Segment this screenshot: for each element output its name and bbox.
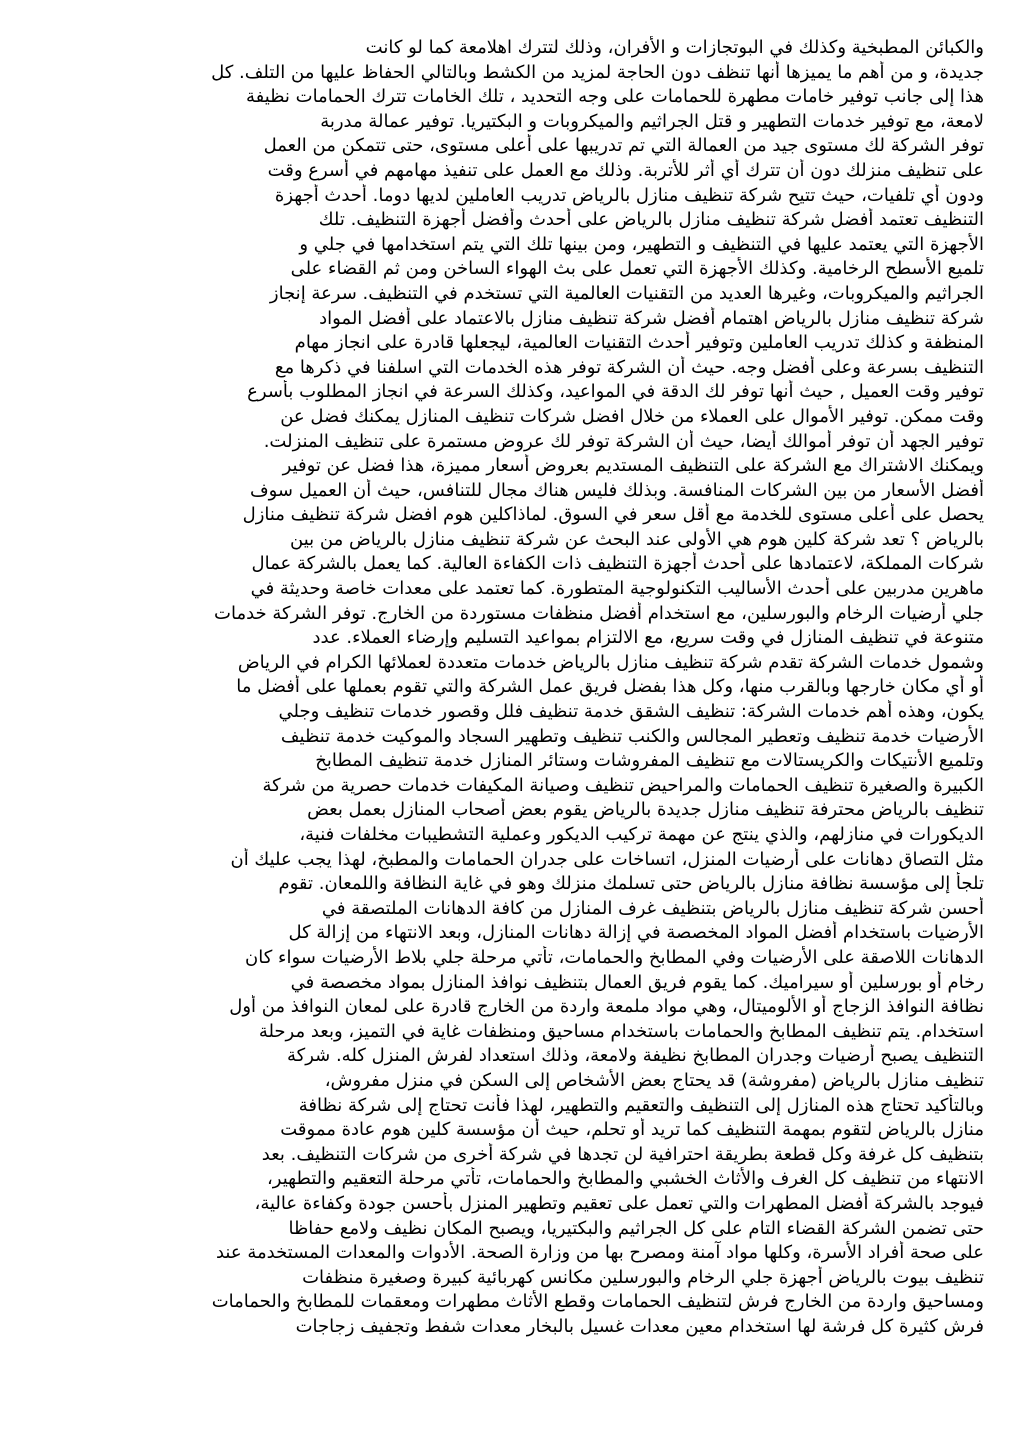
text-line: على صحة أفراد الأسرة، وكلها مواد آمنة ومصرح بها من وزارة الصحة. الأدوات والمعدات المستخدمة عند <box>215 1242 984 1264</box>
text-line: تنظيف منازل بالرياض (مفروشة) قد يحتاج بعض الأشخاص إلى السكن في منزل مفروش، <box>324 1069 984 1091</box>
text-line: فيوجد بالشركة أفضل المطهرات والتي تعمل على تعقيم وتطهير المنزل بأحسن جودة وكفاءة عالية، <box>254 1192 984 1214</box>
text-line: التنظيف يصبح أرضيات وجدران المطابخ نظيفة ولامعة، وذلك استعداد لفرش المنزل كله. شركة <box>287 1045 984 1067</box>
text-line: تنظيف بيوت بالرياض أجهزة جلي الرخام والبورسلين مكانس كهربائية كبيرة وصغيرة منظفات <box>302 1266 984 1288</box>
text-line: الأرضيات خدمة تنظيف وتعطير المجالس والكنب تنظيف وتطهير السجاد والموكيت خدمة تنظيف <box>280 725 984 747</box>
text-line: يكون، وهذه أهم خدمات الشركة: تنظيف الشقق خدمة تنظيف فلل وقصور خدمات تنظيف وجلي <box>278 701 984 723</box>
text-line: ماهرين مدربين على أحدث الأساليب التكنولوجية المتطورة. كما تعتمد على معدات خاصة وحديثة في <box>250 578 984 600</box>
text-line: تلميع الأسطح الرخامية. وكذلك الأجهزة التي تعمل على بث الهواء الساخن ومن ثم القضاء على <box>290 258 984 280</box>
text-line: هذا إلى جانب توفير خامات مطهرة للحمامات على وجه التحديد ، تلك الخامات تترك الحمامات نظيفة <box>245 86 984 108</box>
text-line: أفضل الأسعار من بين الشركات المنافسة. وبذلك فليس هناك مجال للتنافس، حيث أن العميل سوف <box>249 479 984 501</box>
text-line: منازل بالرياض لتقوم بمهمة التنظيف كما تريد أو تحلم، حيث أن مؤسسة كلين هوم عادة مموقت <box>280 1119 984 1141</box>
text-line: توفر الشركة لك مستوى جيد من العمالة التي تم تدريبها على أعلى مستوى، حتى تتمكن من العمل <box>263 135 984 157</box>
text-line: تلجأ إلى مؤسسة نظافة منازل بالرياض حتى تسلمك منزلك وهو في غاية النظافة واللمعان. تقوم <box>278 873 984 895</box>
text-line: المنظفة و كذلك تدريب العاملين وتوفير أحدث التقنيات العالمية، ليجعلها قادرة على انجاز مهام <box>294 332 984 354</box>
text-line: توفير الجهد أن توفر أموالك أيضا، حيث أن الشركة توفر لك عروض مستمرة على تنظيف المنزلت. <box>263 430 984 452</box>
text-line: الكبيرة والصغيرة تنظيف الحمامات والمراحيض تنظيف وصيانة المكيفات خدمات حصرية من شركة <box>262 774 984 796</box>
text-line: ومساحيق واردة من الخارج فرش لتنظيف الحمامات وقطع الأثاث مطهرات ومعقمات للمطابخ والحمامات <box>211 1291 984 1313</box>
text-line: ودون أي تلفيات، حيث تتيح شركة تنظيف منازل بالرياض تدريب العاملين لديها دوما. أحدث أجهزة <box>274 184 984 206</box>
document-page <box>34 36 984 1416</box>
text-line: الدهانات اللاصقة على الأرضيات وفي المطابخ والحمامات، تأتي مرحلة جلي بلاط الأرضيات سواء كان <box>245 946 984 968</box>
text-line: أحسن شركة تنظيف منازل بالرياض بتنظيف غرف المنازل من كافة الدهانات الملتصقة في <box>321 897 984 919</box>
text-line: بالرياض ؟ تعد شركة كلين هوم هي الأولى عند البحث عن شركة تنظيف منازل بالرياض من بين <box>290 528 984 550</box>
text-line: جديدة، و من أهم ما يميزها أنها تنظف دون الحاجة لمزيد من الكشط وبالتالي الحفاظ عليها من التلف. كل <box>211 61 984 83</box>
text-line: ويمكنك الاشتراك مع الشركة على التنظيف المستديم بعروض أسعار مميزة، هذا فضل عن توفير <box>282 455 984 477</box>
text-line: رخام أو بورسلين أو سيراميك. كما يقوم فريق العمال بتنظيف نوافذ المنازل بمواد مخصصة في <box>290 971 984 993</box>
text-line: أو أي مكان خارجها وبالقرب منها، وكل هذا بفضل فريق عمل الشركة والتي تقوم بعملها على أفضل ما <box>236 676 984 698</box>
text-line: وشمول خدمات الشركة تقدم شركة تنظيف منازل بالرياض خدمات متعددة لعملائها الكرام في الرياض <box>237 651 984 673</box>
text-line: متنوعة في تنظيف المنازل في وقت سريع، مع الالتزام بمواعيد التسليم وإرضاء العملاء. عدد <box>312 627 984 649</box>
text-line: على تنظيف منزلك دون أن تترك أي أثر للأتربة. وذلك مع العمل على تنفيذ مهامهم في أسرع وقت <box>267 159 984 181</box>
text-line: استخدام. يتم تنظيف المطابخ والحمامات باستخدام مساحيق ومنظفات غاية في التميز، وبعد مرحلة <box>258 1020 984 1042</box>
text-line: التنظيف تعتمد أفضل شركة تنظيف منازل بالرياض على أحدث وأفضل أجهزة التنظيف. تلك <box>318 209 984 231</box>
text-line: وبالتأكيد تحتاج هذه المنازل إلى التنظيف والتعقيم والتطهير، لهذا فأنت تحتاج إلى شركة نظافة <box>298 1094 984 1116</box>
text-line: تنظيف بالرياض محترفة تنظيف منازل جديدة بالرياض يقوم بعض أصحاب المنازل بعمل بعض <box>307 799 984 821</box>
text-line: جلي أرضيات الرخام والبورسلين، مع استخدام أفضل منظفات مستوردة من الخارج. توفر الشركة خدمات <box>214 602 984 624</box>
text-line: شركة تنظيف منازل بالرياض اهتمام أفضل شركة تنظيف منازل بالاعتماد على أفضل المواد <box>319 307 984 329</box>
text-line: مثل التصاق دهانات على أرضيات المنزل، اتساخات على جدران الحمامات والمطبخ، لهذا يجب عليك أن <box>230 848 984 870</box>
text-line: توفير وقت العميل , حيث أنها توفر لك الدقة في المواعيد، وكذلك السرعة في انجاز المطلوب بأسرع <box>247 381 984 403</box>
text-line: شركات المملكة، لاعتمادها على أحدث أجهزة التنظيف ذات الكفاءة العالية. كما يعمل بالشركة عمال <box>251 553 984 575</box>
text-line: التنظيف بسرعة وعلى أفضل وجه. حيث أن الشركة توفر هذه الخدمات التي اسلفنا في ذكرها مع <box>274 356 984 378</box>
text-line: الأجهزة التي يعتمد عليها في التنظيف و التطهير، ومن بينها تلك التي يتم استخدامها في جلي و <box>299 233 984 255</box>
text-line: والكبائن المطبخية وكذلك في البوتجازات و الأفران، وذلك لتترك اهلامعة كما لو كانت <box>365 37 984 58</box>
text-line: نظافة النوافذ الزجاج أو الألوميتال، وهي مواد ملمعة واردة من الخارج قادرة على لمعان النوافذ من أول <box>229 996 984 1018</box>
text-line: لامعة، مع توفير خدمات التطهير و قتل الجراثيم والميكروبات و البكتيريا. توفير عمالة مدربة <box>320 110 984 132</box>
text-line: بتنظيف كل غرفة وكل قطعة بطريقة احترافية لن تجدها في شركة أخرى من شركات التنظيف. بعد <box>261 1143 984 1165</box>
text-line: الجراثيم والميكروبات، وغيرها العديد من التقنيات العالمية التي تستخدم في التنظيف. سرعة إنجاز <box>269 282 984 304</box>
text-line: فرش كثيرة كل فرشة لها استخدام معين معدات غسيل بالبخار معدات شفط وتجفيف زجاجات <box>295 1315 984 1337</box>
text-line: حتى تضمن الشركة القضاء التام على كل الجراثيم والبكتيريا، ويصبح المكان نظيف ولامع حفاظا <box>288 1217 984 1239</box>
text-line: وقت ممكن. توفير الأموال على العملاء من خلال افضل شركات تنظيف المنازل يمكنك فضل عن <box>280 405 984 427</box>
text-line: الديكورات في منازلهم، والذي ينتج عن مهمة تركيب الديكور وعملية التشطيبات مخلفات فنية، <box>299 824 984 845</box>
text-line: يحصل على أعلى مستوى للخدمة مع أقل سعر في السوق. لماذاكلين هوم افضل شركة تنظيف منازل <box>242 504 984 526</box>
text-line: الانتهاء من تنظيف كل الغرف والأثاث الخشبي والمطابخ والحمامات، تأتي مرحلة التعقيم والتطهير، <box>267 1168 984 1190</box>
text-line: الأرضيات باستخدام أفضل المواد المخصصة في إزالة دهانات المنازل، وبعد الانتهاء من إزالة كل <box>288 922 984 944</box>
text-line: وتلميع الأنتيكات والكريستالات مع تنظيف المفروشات وستائر المنازل خدمة تنظيف المطابخ <box>315 750 984 772</box>
article-body <box>34 36 984 1339</box>
